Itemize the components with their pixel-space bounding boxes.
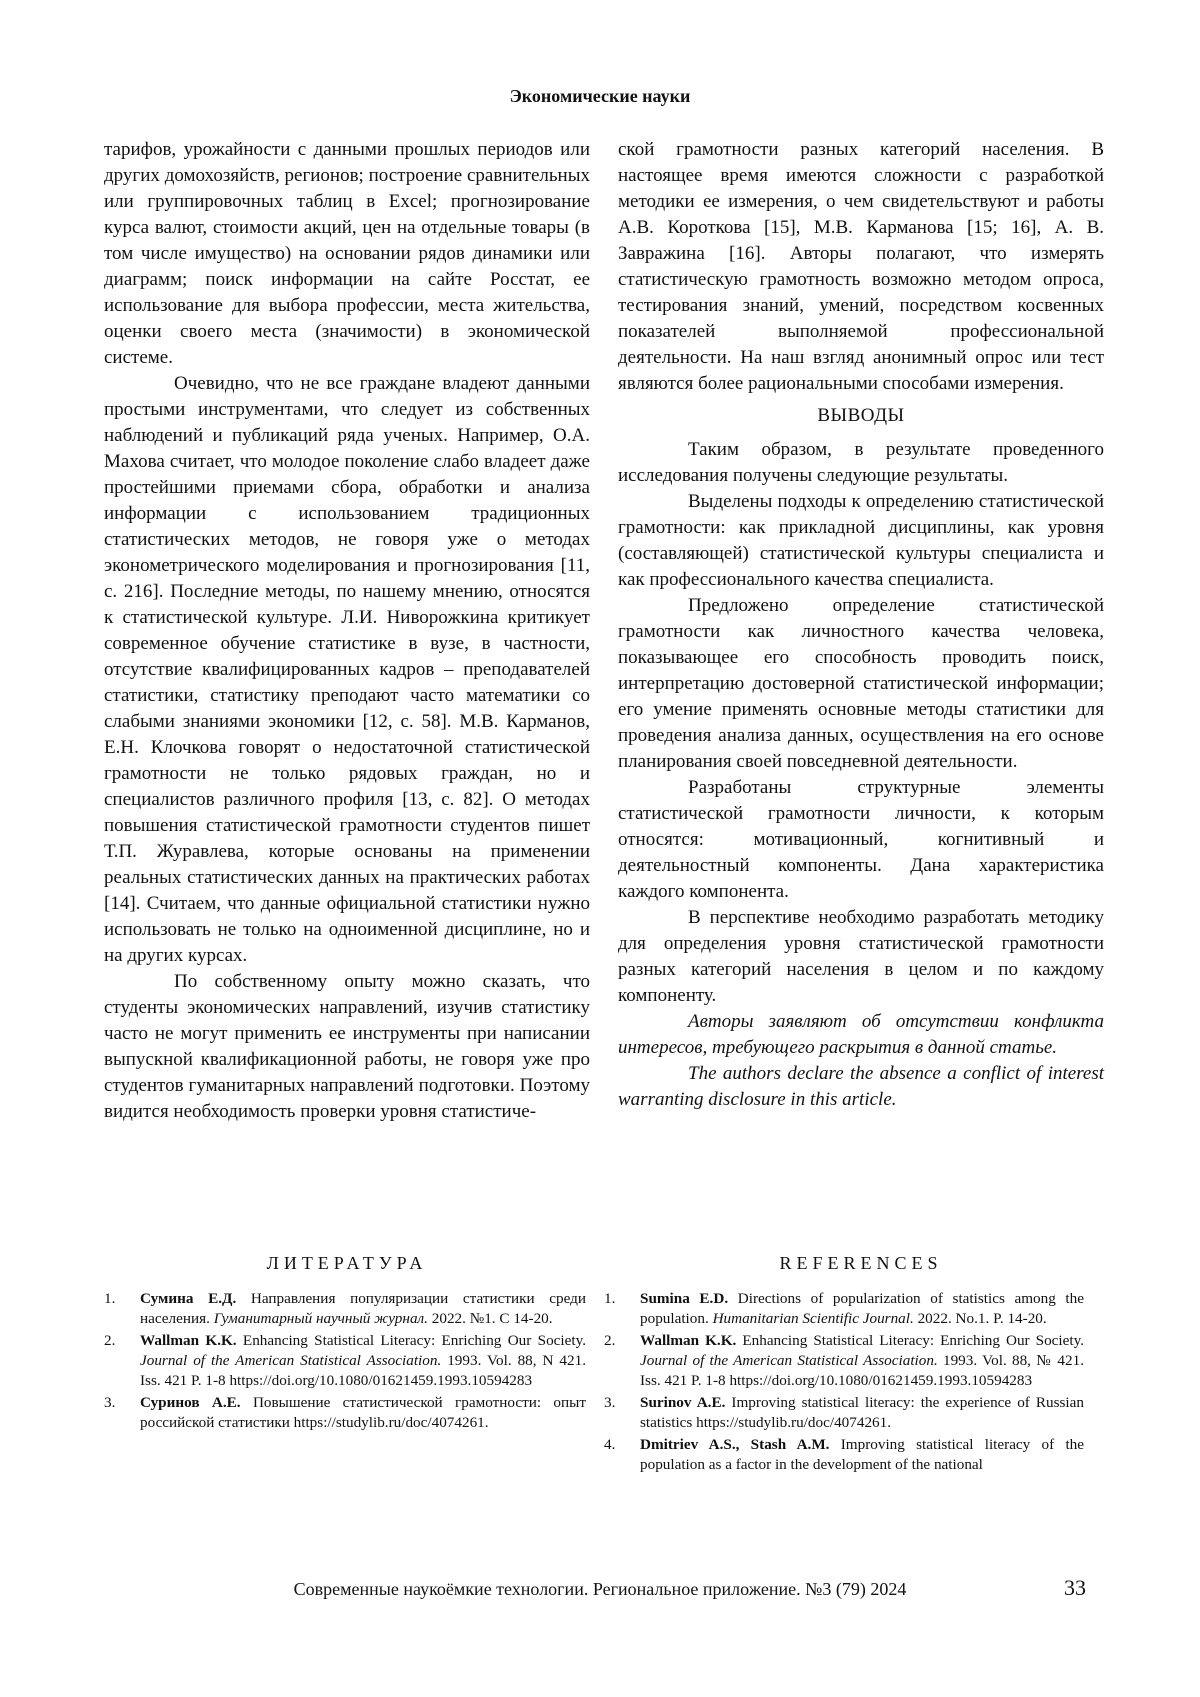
literature-list	[104, 1289, 586, 1435]
paragraph: Разработаны структурные элементы статистической грамотности личности, к которым относятся: мотивационный, когнитивный и деятельностный компоненты. Дана характеристика каждого компонента.	[618, 777, 1104, 902]
conflict-statement-en: The authors declare the absence a conflict of interest warranting disclosure in this article.	[618, 1063, 1104, 1110]
paragraph: По собственному опыту можно сказать, что студенты экономических направлений, изучив статистику часто не могут применить ее инструменты при написании выпускной квалификационной работы, не говоря уже про студентов гуманитарных направлений подготовки. Поэтому видится необходимость проверки уровня статистиче-	[104, 971, 590, 1122]
paragraph: Таким образом, в результате проведенного исследования получены следующие результаты.	[618, 439, 1104, 486]
paragraph: Очевидно, что не все граждане владеют данными простыми инструментами, что следует из собственных наблюдений и публикаций ряда ученых. Например, О.А. Махова считает, что молодое поколение слабо владеет даже простейшими приемами сбора, обработки и анализа информации с использованием традиционных статистических методов, не говоря уже о методах эконометрического моделирования и прогнозирования [11, с. 216]. Последние методы, по нашему мнению, относятся к статистической культуре. Л.И. Ниворожкина критикует современное обучение статистике в вузе, в частности, отсутствие квалифицированных кадров – преподавателей статистики, статистику преподают часто математики со слабыми знаниями экономики [12, с. 58]. М.В. Карманов, Е.Н. Клочкова говорят о недостаточной статистической грамотности не только рядовых граждан, но и специалистов различного профиля [13, с. 82]. О методах повышения статистической грамотности студентов пишет Т.П. Журавлева, которые основаны на применении реальных статистических данных на практических работах [14]. Считаем, что данные официальной статистики нужно использовать не только на одноименной дисциплине, но и на других курсах.	[104, 373, 590, 966]
conflict-statement-ru: Авторы заявляют об отсутствии конфликта интересов, требующего раскрытия в данной статье.	[618, 1011, 1104, 1058]
reference-item: 2. Wallman K.K. Enhancing Statistical Literacy: Enriching Our Society. Journal of the American Statistical Association. 1993. Vol. 88, № 421. Iss. 421 P. 1-8 https://doi.org/10.1080/01621459.1993.10594283	[604, 1332, 1085, 1389]
reference-item: 3. Суринов А.Е. Повышение статистической грамотности: опыт российской статистики https://studylib.ru/doc/4074261.	[104, 1394, 586, 1431]
right-column	[618, 137, 1104, 1113]
journal-footer: Современные наукоёмкие технологии. Региональное приложение. №3 (79) 2024	[293, 1579, 907, 1599]
section-title-conclusions: ВЫВОДЫ	[817, 405, 905, 426]
left-column	[104, 137, 590, 1125]
literature-heading: ЛИТЕРАТУРА	[266, 1253, 428, 1273]
paragraph: тарифов, урожайности с данными прошлых периодов или других домохозяйств, регионов; построение сравнительных или группировочных таблиц в Excel; прогнозирование курса валют, стоимости акций, цен на отдельные товары (в том числе имущество) на основании рядов динамики или диаграмм; поиск информации на сайте Росстат, ее использование для выбора профессии, места жительства, оценки своего места (значимости) в экономической системе.	[104, 139, 590, 368]
references-list	[604, 1289, 1084, 1477]
reference-item: 1. Sumina E.D. Directions of popularization of statistics among the population. Humanitarian Scientific Journal. 2022. No.1. P. 14-20.	[604, 1290, 1084, 1327]
reference-item: 1. Сумина Е.Д. Направления популяризации статистики среди населения. Гуманитарный научный журнал. 2022. №1. С 14-20.	[104, 1290, 586, 1327]
paragraph: В перспективе необходимо разработать методику для определения уровня статистической грамотности разных категорий населения в целом и по каждому компоненту.	[618, 907, 1104, 1006]
reference-item: 4. Dmitriev A.S., Stash A.M. Improving statistical literacy of the population as a factor in the development of the national	[604, 1436, 1085, 1473]
reference-item: 2. Wallman K.K. Enhancing Statistical Literacy: Enriching Our Society. Journal of the American Statistical Association. 1993. Vol. 88, N 421. Iss. 421 P. 1-8 https://doi.org/10.1080/01621459.1993.10594283	[104, 1332, 587, 1389]
page-number: 33	[1064, 1575, 1086, 1600]
paragraph: Предложено определение статистической грамотности как личностного качества человека, показывающее его способность проводить поиск, интерпретацию достоверной статистической информации; его умение применять основные методы статистики для проведения анализа данных, осуществления на его основе планирования своей повседневной деятельности.	[618, 595, 1104, 772]
reference-item: 3. Surinov A.E. Improving statistical literacy: the experience of Russian statistics https://studylib.ru/doc/4074261.	[604, 1394, 1084, 1431]
paragraph: ской грамотности разных категорий населения. В настоящее время имеются сложности с разработкой методики ее измерения, о чем свидетельствуют и работы А.В. Короткова [15], М.В. Карманова [15; 16], А. В. Завражина [16]. Авторы полагают, что измерять статистическую грамотность возможно методом опроса, тестирования знаний, умений, посредством косвенных показателей выполняемой профессиональной деятельности. На наш взгляд анонимный опрос или тест являются более рациональными способами измерения.	[618, 139, 1104, 394]
paragraph: Выделены подходы к определению статистической грамотности: как прикладной дисциплины, как уровня (составляющей) статистической культуры специалиста и как профессионального качества специалиста.	[618, 491, 1104, 590]
references-heading: REFERENCES	[779, 1253, 943, 1273]
running-header: Экономические науки	[509, 86, 691, 106]
